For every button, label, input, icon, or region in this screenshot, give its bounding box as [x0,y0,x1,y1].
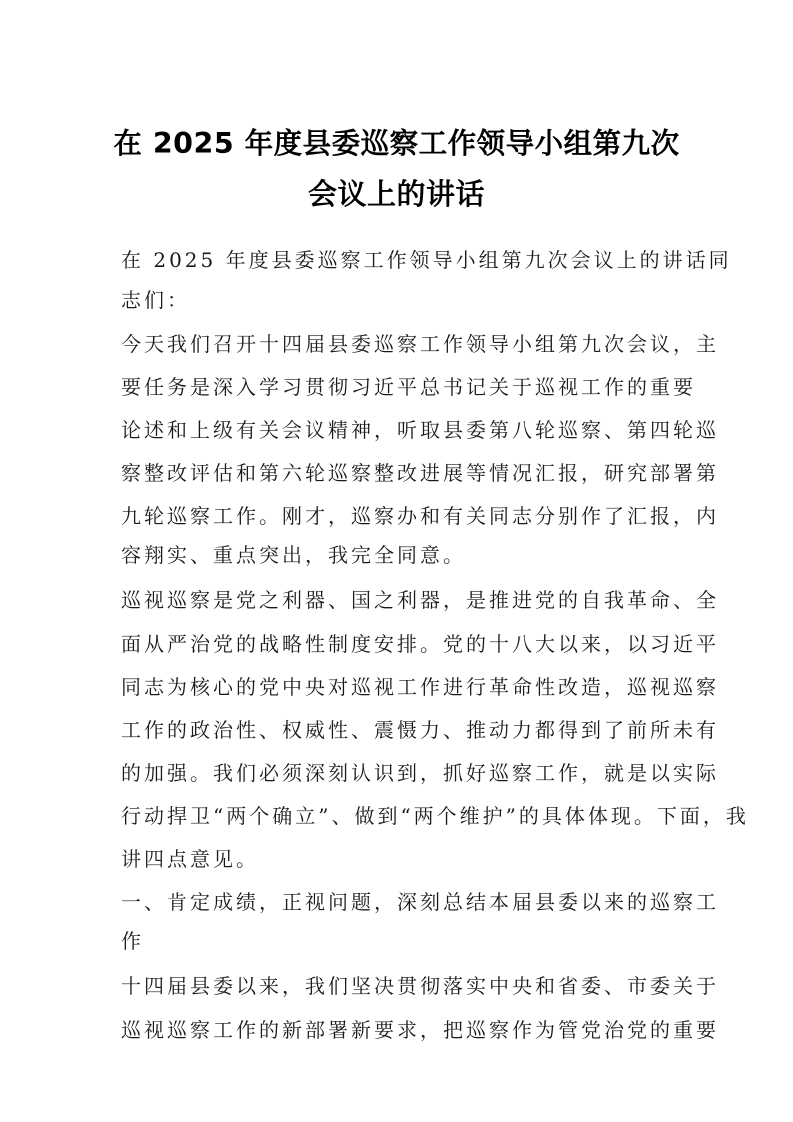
body-line: 讲四点意见。 [121,847,259,871]
document-title-line-1: 在 2025 年度县委巡察工作领导小组第九次 [113,127,680,160]
body-line: 行动捍卫“两个确立”、做到“两个维护”的具体体现。下面，我 [121,804,749,828]
body-line: 今天我们召开十四届县委巡察工作领导小组第九次会议，主 [121,332,719,356]
body-line: 容翔实、重点突出，我完全同意。 [121,543,466,567]
body-line: 工作的政治性、权威性、震慑力、推动力都得到了前所未有 [121,718,719,742]
body-line: 论述和上级有关会议精神，听取县委第八轮巡察、第四轮巡 [121,418,719,442]
body-line: 巡视巡察工作的新部署新要求，把巡察作为管党治党的重要 [121,1018,719,1042]
body-line: 作 [121,929,144,953]
body-line: 同志为核心的党中央对巡视工作进行革命性改造，巡视巡察 [121,675,719,699]
body-line: 察整改评估和第六轮巡察整改进展等情况汇报，研究部署第 [121,461,719,485]
body-line: 志们： [121,288,190,312]
body-line: 面从严治党的战略性制度安排。党的十八大以来，以习近平 [121,632,719,656]
body-line: 在 2025 年度县委巡察工作领导小组第九次会议上的讲话同 [121,248,732,272]
body-line: 巡视巡察是党之利器、国之利器，是推进党的自我革命、全 [121,588,719,612]
document-title-line-2: 会议上的讲话 [307,177,485,211]
body-line: 十四届县委以来，我们坚决贯彻落实中央和省委、市委关于 [121,974,719,998]
body-line: 要任务是深入学习贯彻习近平总书记关于巡视工作的重要 [121,375,696,399]
body-line: 的加强。我们必须深刻认识到，抓好巡察工作，就是以实际 [121,761,719,785]
body-line: 一、肯定成绩，正视问题，深刻总结本届县委以来的巡察工 [121,890,719,914]
body-line: 九轮巡察工作。刚才，巡察办和有关同志分别作了汇报，内 [121,504,719,528]
